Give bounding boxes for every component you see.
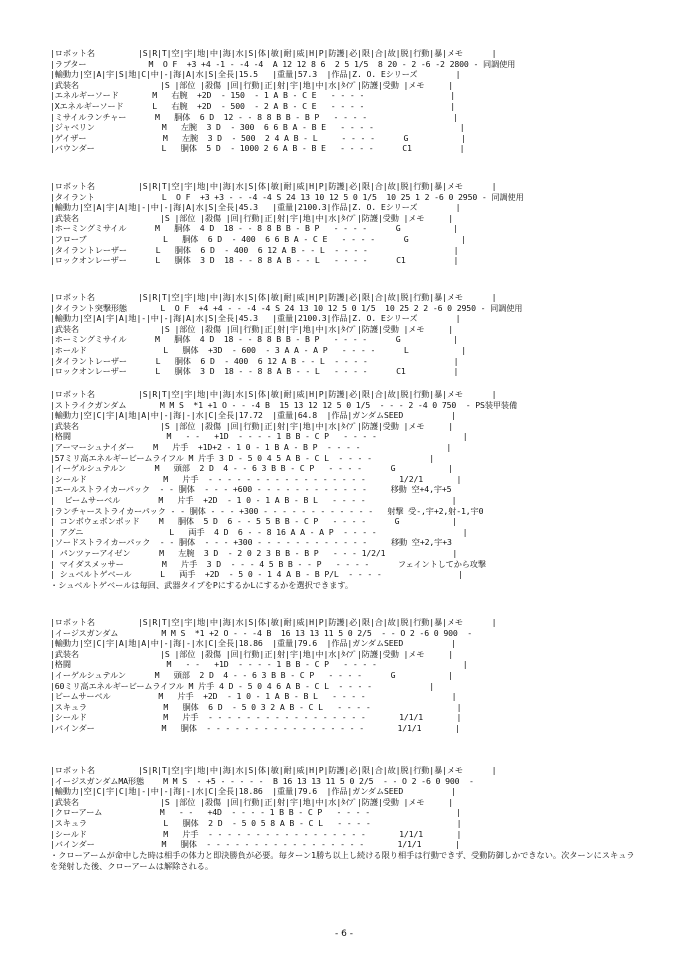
weapon-row: |ホーミングミサイル M 胴体 4 D 18 - - 8 8 B B - B P - - - - G | [50,223,458,234]
weapon-header-row: |武装名 |S |部位 |殺傷 |回|行動|正|射|宇|地|中|水|ﾀｲﾌﾟ|防護|受動 |メモ | [50,648,454,659]
weapon-row: |スキュラ M 胴体 6 D - 5 0 3 2 A B - C L - - - - | [50,701,462,712]
robot-header-row: |ロボット名 |S|R|T|空|宇|地|中|海|水|S|体|敏|耐|威|H|P|防護|必|限|合|故|脱|行動|暴|メモ | [50,617,497,627]
weapon-row: |バウンダー L 胴体 5 D - 1000 2 6 A B - B E - - - - C1 | [50,143,465,154]
weapon-row: |60ミリ高エネルギービームライフル M 片手 4 D - 5 0 4 6 A B - C L - - - - | [50,680,435,691]
robot-header-row: |ロボット名 |S|R|T|空|宇|地|中|海|水|S|体|敏|耐|威|H|P|防護|必|限|合|故|脱|行動|暴|メモ | [50,292,497,302]
weapon-row: | アグニ L 両手 4 D 6 - - 8 16 A A - A P - - - - | [50,526,468,537]
robot-block [50,48,640,154]
robot-movement-row: |輸動力|空|A|宇|S|地|C|中|-|海|A|水|S|全長|15.5 |重量|57.3 |作品|Z. O. Eシリーズ | [50,69,461,80]
weapon-row: |タイラントレーザー L 胴体 6 D - 400 6 12 A B - - L - - - - | [50,244,459,255]
robot-header-row: |ロボット名 |S|R|T|空|宇|地|中|海|水|S|体|敏|耐|威|H|P|防護|必|限|合|故|脱|行動|暴|メモ | [50,181,497,191]
weapon-row: |アーマーシュナイダー M 片手 +1D+2 - 1 0 - 1 B A - B P - - - - | [50,441,452,452]
weapon-row: |クローアーム M - - +4D - - - - 1 B B - C P - - - - | [50,807,461,818]
weapon-row: |タイラントレーザー L 胴体 6 D - 400 6 12 A B - - L - - - - | [50,355,459,366]
weapon-row: |ゲイザー M 左腕 3 D - 500 2 4 A B - L - - - - G | [50,132,466,143]
robot-block [50,617,640,734]
weapon-row: | ビームサーベル M 片手 +2D - 1 0 - 1 A B - B L - - - - | [50,494,457,505]
weapon-header-row: |武装名 |S |部位 |殺傷 |回|行動|正|射|宇|地|中|水|ﾀｲﾌﾟ|防護|受動 |メモ | [50,796,454,807]
weapon-row: |エールストライカーパック - - 胴体 - - - +600 - - - - - - - - - - - - 移動 空+4,宇+5 [50,484,452,495]
weapon-header-row: |武装名 |S |部位 |殺傷 |回|行動|正|射|宇|地|中|水|ﾀｲﾌﾟ|防護|受動 |メモ | [50,420,454,431]
weapon-row: |シールド M 片手 - - - - - - - - - - - - - - - - - 1/2/1 | [50,473,462,484]
weapon-row: |バインダー M 胴体 - - - - - - - - - - - - - - - - - 1/1/1 | [50,722,460,733]
weapon-row: | コンボウェポンポッド M 胴体 5 D 6 - - 5 5 B B - C P - - - - G | [50,516,457,527]
weapon-row: |シールド M 片手 - - - - - - - - - - - - - - - - - 1/1/1 | [50,828,462,839]
robot-header-row: |ロボット名 |S|R|T|空|宇|地|中|海|水|S|体|敏|耐|威|H|P|防護|必|限|合|故|脱|行動|暴|メモ | [50,48,497,58]
weapon-row: | シュベルトゲベール L 両手 +2D - 5 0 - 1 4 A B - B P/L - - - - | [50,569,463,580]
robot-movement-row: |輸動力|空|A|宇|A|地|-|中|-|海|A|水|S|全長|45.3 |重量|2100.3|作品|Z. O. Eシリーズ | [50,202,461,213]
robot-stat-row: |イージスガンダム M M S *1 +2 O - - -4 B 16 13 13 11 5 0 2/5 - - O 2 -6 0 900 - [50,627,473,638]
robot-stat-row: |タイラント突撃形態 L O F +4 +4 - - -4 -4 S 24 13 10 12 5 0 1/5 10 25 2 2 -6 0 2950 - 同調使用 [50,302,523,313]
robot-stat-row: |ストライクガンダム M M S *1 +1 O - - -4 B 15 13 12 12 5 0 1/5 - - - 2 -4 0 750 - PS装甲装備 [50,399,517,410]
weapon-row: |ランチャーストライカーパック - - 胴体 - - - +300 - - - - - - - - - - - - 射撃 受-,宇+2,射-1,宇0 [50,505,484,516]
robot-stat-row: |イージスガンダムMA形態 M M S - +5 - - - - - B 16 13 13 11 5 0 2/5 - - O 2 -6 0 900 - [50,775,474,786]
block-note: ・シュベルトゲベールは毎回、武器タイプをPにするかLにするかを選択できます。 [50,579,354,590]
robot-movement-row: |輸動力|空|C|宇|C|地|-|中|-|海|-|水|C|全長|18.86 |重量|79.6 |作品|ガンダムSEED | [50,786,456,797]
weapon-row: |格闘 M - - +1D - - - - 1 B B - C P - - - - | [50,659,468,670]
weapon-row: |Xエネルギーソード L 右腕 +2D - 500 - 2 A B - C E - - - - | [50,100,456,111]
weapon-row: |イーゲルシュテルン M 頭部 2 D 4 - - 6 3 B B - C P - - - - G | [50,463,453,474]
weapon-row: |エネルギーソード M 右腕 +2D - 150 - 1 A B - C E - - - - | [50,90,456,101]
robot-movement-row: |輸動力|空|C|宇|A|地|A|中|-|海|-|水|C|全長|18.86 |重量|79.6 |作品|ガンダムSEED | [50,638,456,649]
weapon-row: |格闘 M - - +1D - - - - 1 B B - C P - - - - | [50,431,468,442]
weapon-header-row: |武装名 |S |部位 |殺傷 |回|行動|正|射|宇|地|中|水|ﾀｲﾌﾟ|防護|受動 |メモ | [50,212,454,223]
weapon-row: | パンツァーアイゼン M 左腕 3 D - 2 0 2 3 B B - B P - - - 1/2/1 | [50,547,458,558]
robot-stat-row: |ラプター M O F +3 +4 -1 - -4 -4 A 12 12 8 6 2 5 1/5 8 20 - 2 -6 -2 2800 - 同調使用 [50,58,516,69]
weapon-row: |ロックオンレーザー L 胴体 3 D 18 - - 8 8 A B - - L - - - - C1 | [50,366,459,377]
robot-movement-row: |輸動力|空|A|宇|A|地|-|中|-|海|A|水|S|全長|45.3 |重量|2100.3|作品|Z. O. Eシリーズ | [50,313,461,324]
weapon-row: |ホールド L 胴体 +3D - 600 - 3 A A - A P - - - - L | [50,344,467,355]
block-note: ・クローアームが命中した時は相手の体力と即決勝負が必要。毎ターン1勝ち以上し続ける限り相手は行動できず、受動防御しかできない。次ターンにスキュラを発射した後、クローアームは解除される。 [50,849,635,871]
weapon-row: |フローブ L 胴体 6 D - 400 6 6 B A - C E - - - - G | [50,233,466,244]
weapon-row: |ビームサーベル M 片手 +2D - 1 0 - 1 A B - B L - - - - | [50,691,457,702]
weapon-row: |ジャベリン M 左腕 3 D - 300 6 6 B A - B E - - - - | [50,122,465,133]
robot-header-row: |ロボット名 |S|R|T|空|宇|地|中|海|水|S|体|敏|耐|威|H|P|防護|必|限|合|故|脱|行動|暴|メモ | [50,389,497,399]
weapon-header-row: |武装名 |S |部位 |殺傷 |回|行動|正|射|宇|地|中|水|ﾀｲﾌﾟ|防護|受動 |メモ | [50,79,454,90]
weapon-row: |ソードストライカーパック - - 胴体 - - - +300 - - - - - - - - - - - - 移動 空+2,宇+3 [50,537,452,548]
weapon-header-row: |武装名 |S |部位 |殺傷 |回|行動|正|射|宇|地|中|水|ﾀｲﾌﾟ|防護|受動 |メモ | [50,323,454,334]
robot-header-row: |ロボット名 |S|R|T|空|宇|地|中|海|水|S|体|敏|耐|威|H|P|防護|必|限|合|故|脱|行動|暴|メモ | [50,765,497,775]
weapon-row: |57ミリ高エネルギービームライフル M 片手 3 D - 5 0 4 5 A B - C L - - - - | [50,452,435,463]
weapon-row: |ロックオンレーザー L 胴体 3 D 18 - - 8 8 A B - - L - - - - C1 | [50,255,459,266]
weapon-row: |ホーミングミサイル M 胴体 4 D 18 - - 8 8 B B - B P - - - - G | [50,334,458,345]
weapon-row: |シールド M 片手 - - - - - - - - - - - - - - - - - 1/1/1 | [50,712,462,723]
robot-block [50,181,640,266]
robot-stat-row: |タイラント L O F +3 +3 - - -4 -4 S 24 13 10 12 5 0 1/5 10 25 1 2 -6 0 2950 - 同調使用 [50,191,524,202]
weapon-row: | マイダスメッサー M 片手 3 D - - - 4 5 B B - - P - - - - フェイントしてから攻撃 [50,558,486,569]
weapon-row: |ミサイルランチャー M 胴体 6 D 12 - - 8 8 B B - B P - - - - | [50,111,458,122]
robot-movement-row: |輸動力|空|C|宇|A|地|A|中|-|海|-|水|C|全長|17.72 |重量|64.8 |作品|ガンダムSEED | [50,410,456,421]
weapon-row: |バインダー M 胴体 - - - - - - - - - - - - - - - - - 1/1/1 | [50,839,460,850]
robot-block [50,389,640,591]
weapon-row: |イーゲルシュテルン M 頭部 2 D 4 - - 6 3 B B - C P - - - - G | [50,669,453,680]
weapon-row: |スキュラ L 胴体 2 D - 5 0 5 8 A B - C L - - - - | [50,817,462,828]
page-number: - 6 - [335,929,353,939]
robot-block [50,765,640,872]
robot-block [50,292,640,377]
